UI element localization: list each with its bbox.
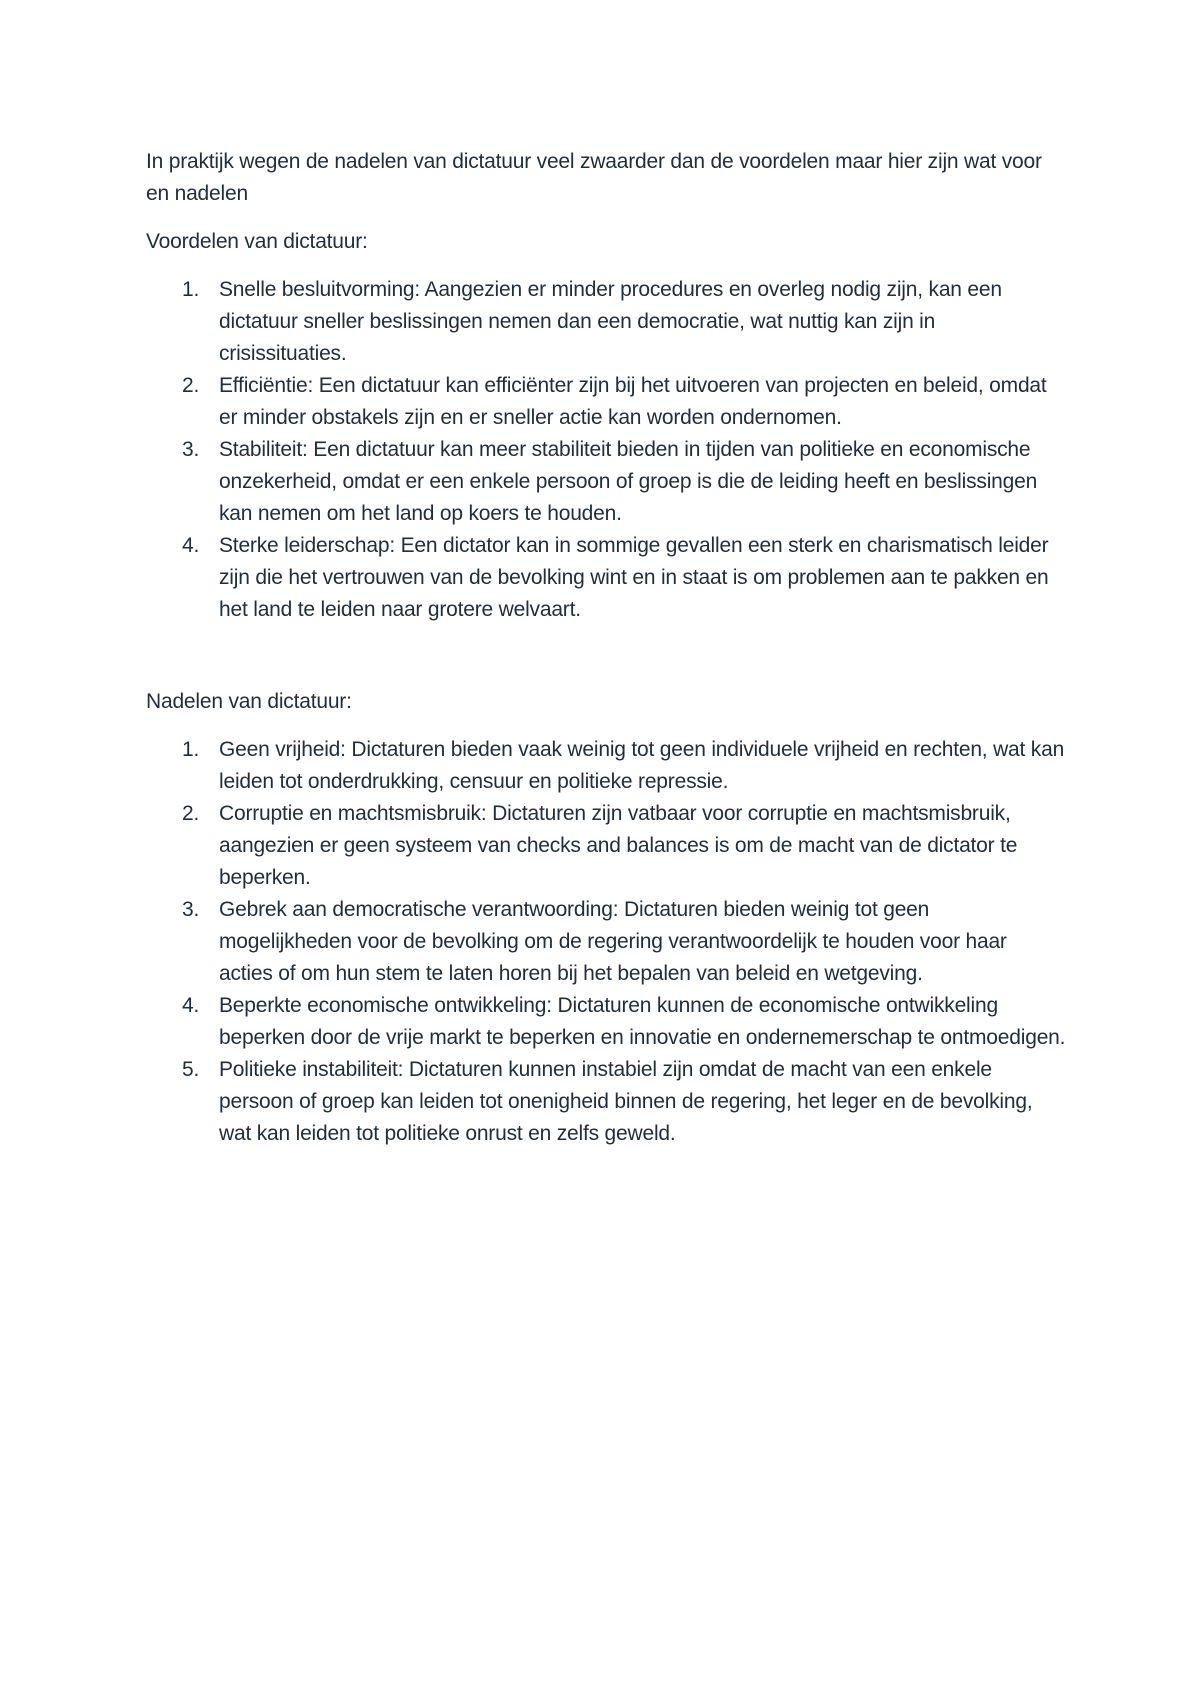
nadelen-list: [146, 734, 1066, 1150]
list-item-text: Beperkte economische ontwikkeling: Dictaturen kunnen de economische ontwikkeling beperken door de vrije markt te beperken en innovatie en ondernemerschap te ontmoedigen.: [219, 994, 1066, 1049]
list-item-number: 2.: [182, 802, 200, 825]
document-body: [146, 146, 1066, 1150]
list-item: [146, 894, 1066, 990]
list-item-number: 3.: [182, 898, 200, 921]
list-item: [146, 530, 1066, 626]
list-item: [146, 990, 1066, 1054]
intro-paragraph: In praktijk wegen de nadelen van dictatuur veel zwaarder dan de voordelen maar hier zijn wat voor en nadelen: [146, 150, 1042, 205]
voordelen-list: [146, 274, 1066, 626]
list-item-text: Corruptie en machtsmisbruik: Dictaturen zijn vatbaar voor corruptie en machtsmisbruik, aangezien er geen systeem van checks and balances is om de macht van de dictator te beperken.: [219, 802, 1018, 889]
list-item-number: 2.: [182, 374, 200, 397]
list-item-text: Efficiëntie: Een dictatuur kan efficiënter zijn bij het uitvoeren van projecten en beleid, omdat er minder obstakels zijn en er sneller actie kan worden ondernomen.: [219, 374, 1047, 429]
list-item: [146, 434, 1066, 530]
list-item-number: 1.: [182, 278, 200, 301]
nadelen-heading: Nadelen van dictatuur:: [146, 690, 352, 713]
list-item-number: 3.: [182, 438, 200, 461]
list-item-text: Politieke instabiliteit: Dictaturen kunnen instabiel zijn omdat de macht van een enkele persoon of groep kan leiden tot onenigheid binnen de regering, het leger en de bevolking, wat kan leiden tot politieke onrust en zelfs geweld.: [219, 1058, 1033, 1145]
list-item: [146, 734, 1066, 798]
list-item: [146, 1054, 1066, 1150]
list-item: [146, 798, 1066, 894]
list-item: [146, 274, 1066, 370]
voordelen-heading: Voordelen van dictatuur:: [146, 230, 368, 253]
list-item-text: Geen vrijheid: Dictaturen bieden vaak weinig tot geen individuele vrijheid en rechten, wat kan leiden tot onderdrukking, censuur en politieke repressie.: [219, 738, 1065, 793]
list-item-text: Gebrek aan democratische verantwoording: Dictaturen bieden weinig tot geen mogelijkheden voor de bevolking om de regering verantwoordelijk te houden voor haar acties of om hun stem te laten horen bij het bepalen van beleid en wetgeving.: [219, 898, 1007, 985]
list-item-number: 1.: [182, 738, 200, 761]
list-item-text: Sterke leiderschap: Een dictator kan in sommige gevallen een sterk en charismatisch leider zijn die het vertrouwen van de bevolking wint en in staat is om problemen aan te pakken en het land te leiden naar grotere welvaart.: [219, 534, 1049, 621]
list-item: [146, 370, 1066, 434]
list-item-text: Stabiliteit: Een dictatuur kan meer stabiliteit bieden in tijden van politieke en economische onzekerheid, omdat er een enkele persoon of groep is die de leiding heeft en beslissingen kan nemen om het land op koers te houden.: [219, 438, 1038, 525]
section-spacer: [146, 626, 1066, 686]
list-item-number: 4.: [182, 994, 200, 1017]
list-item-number: 5.: [182, 1058, 200, 1081]
list-item-number: 4.: [182, 534, 200, 557]
list-item-text: Snelle besluitvorming: Aangezien er minder procedures en overleg nodig zijn, kan een dictatuur sneller beslissingen nemen dan een democratie, wat nuttig kan zijn in crisissituaties.: [219, 278, 1002, 365]
